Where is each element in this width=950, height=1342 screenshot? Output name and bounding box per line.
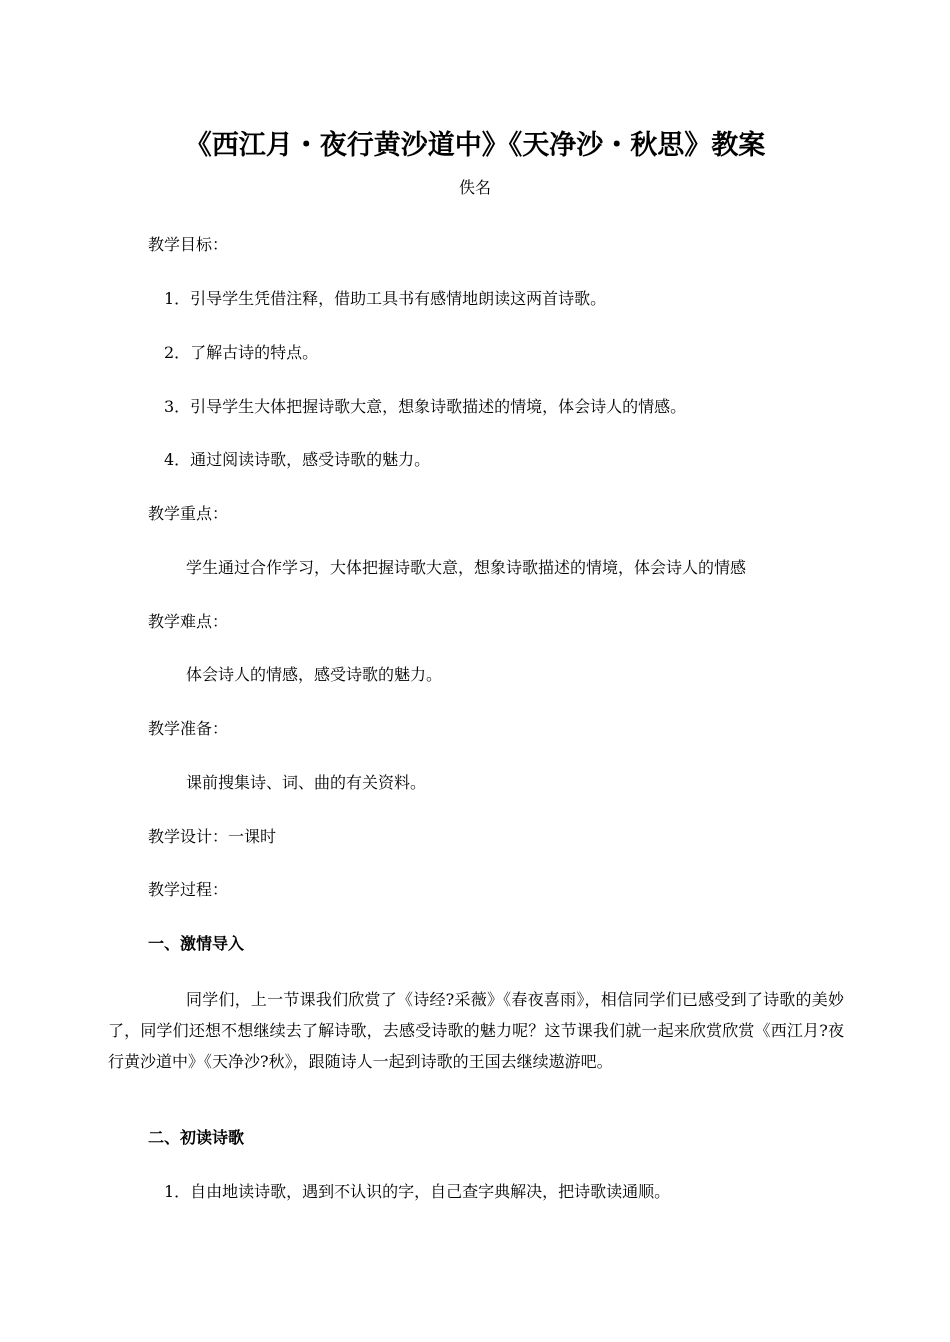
key-points-heading: 教学重点： [148, 504, 229, 523]
process-heading: 教学过程： [148, 880, 229, 899]
preparation-text: 课前搜集诗、词、曲的有关资料。 [186, 773, 427, 792]
objective-item: 3．引导学生大体把握诗歌大意，想象诗歌描述的情境，体会诗人的情感。 [164, 397, 687, 416]
reading-step-item: 1．自由地读诗歌，遇到不认识的字，自己查字典解决，把诗歌读通顺。 [164, 1182, 671, 1201]
section-heading-first-reading: 二、初读诗歌 [148, 1128, 245, 1147]
difficulties-heading: 教学难点： [148, 612, 229, 631]
key-points-text: 学生通过合作学习，大体把握诗歌大意，想象诗歌描述的情境，体会诗人的情感 [186, 558, 747, 577]
objective-item: 2．了解古诗的特点。 [164, 343, 319, 362]
section-heading-intro: 一、激情导入 [148, 934, 245, 953]
document-title: 《西江月・夜行黄沙道中》《天净沙・秋思》教案 [184, 130, 766, 161]
intro-paragraph: 同学们，上一节课我们欣赏了《诗经?采薇》《春夜喜雨》，相信同学们已感受到了诗歌的美妙了，同学们还想不想继续去了解诗歌，去感受诗歌的魅力呢？这节课我们就一起来欣赏欣赏《西江月?夜行黄沙道中》《天净沙?秋》，跟随诗人一起到诗歌的王国去继续遨游吧。 [108, 990, 844, 1071]
objective-item: 1．引导学生凭借注释，借助工具书有感情地朗读这两首诗歌。 [164, 289, 607, 308]
objectives-heading: 教学目标： [148, 235, 229, 254]
objective-item: 4．通过阅读诗歌，感受诗歌的魅力。 [164, 450, 431, 469]
difficulties-text: 体会诗人的情感，感受诗歌的魅力。 [186, 665, 443, 684]
author-name: 佚名 [458, 178, 491, 197]
design-line: 教学设计：一课时 [148, 827, 277, 846]
preparation-heading: 教学准备： [148, 719, 229, 738]
